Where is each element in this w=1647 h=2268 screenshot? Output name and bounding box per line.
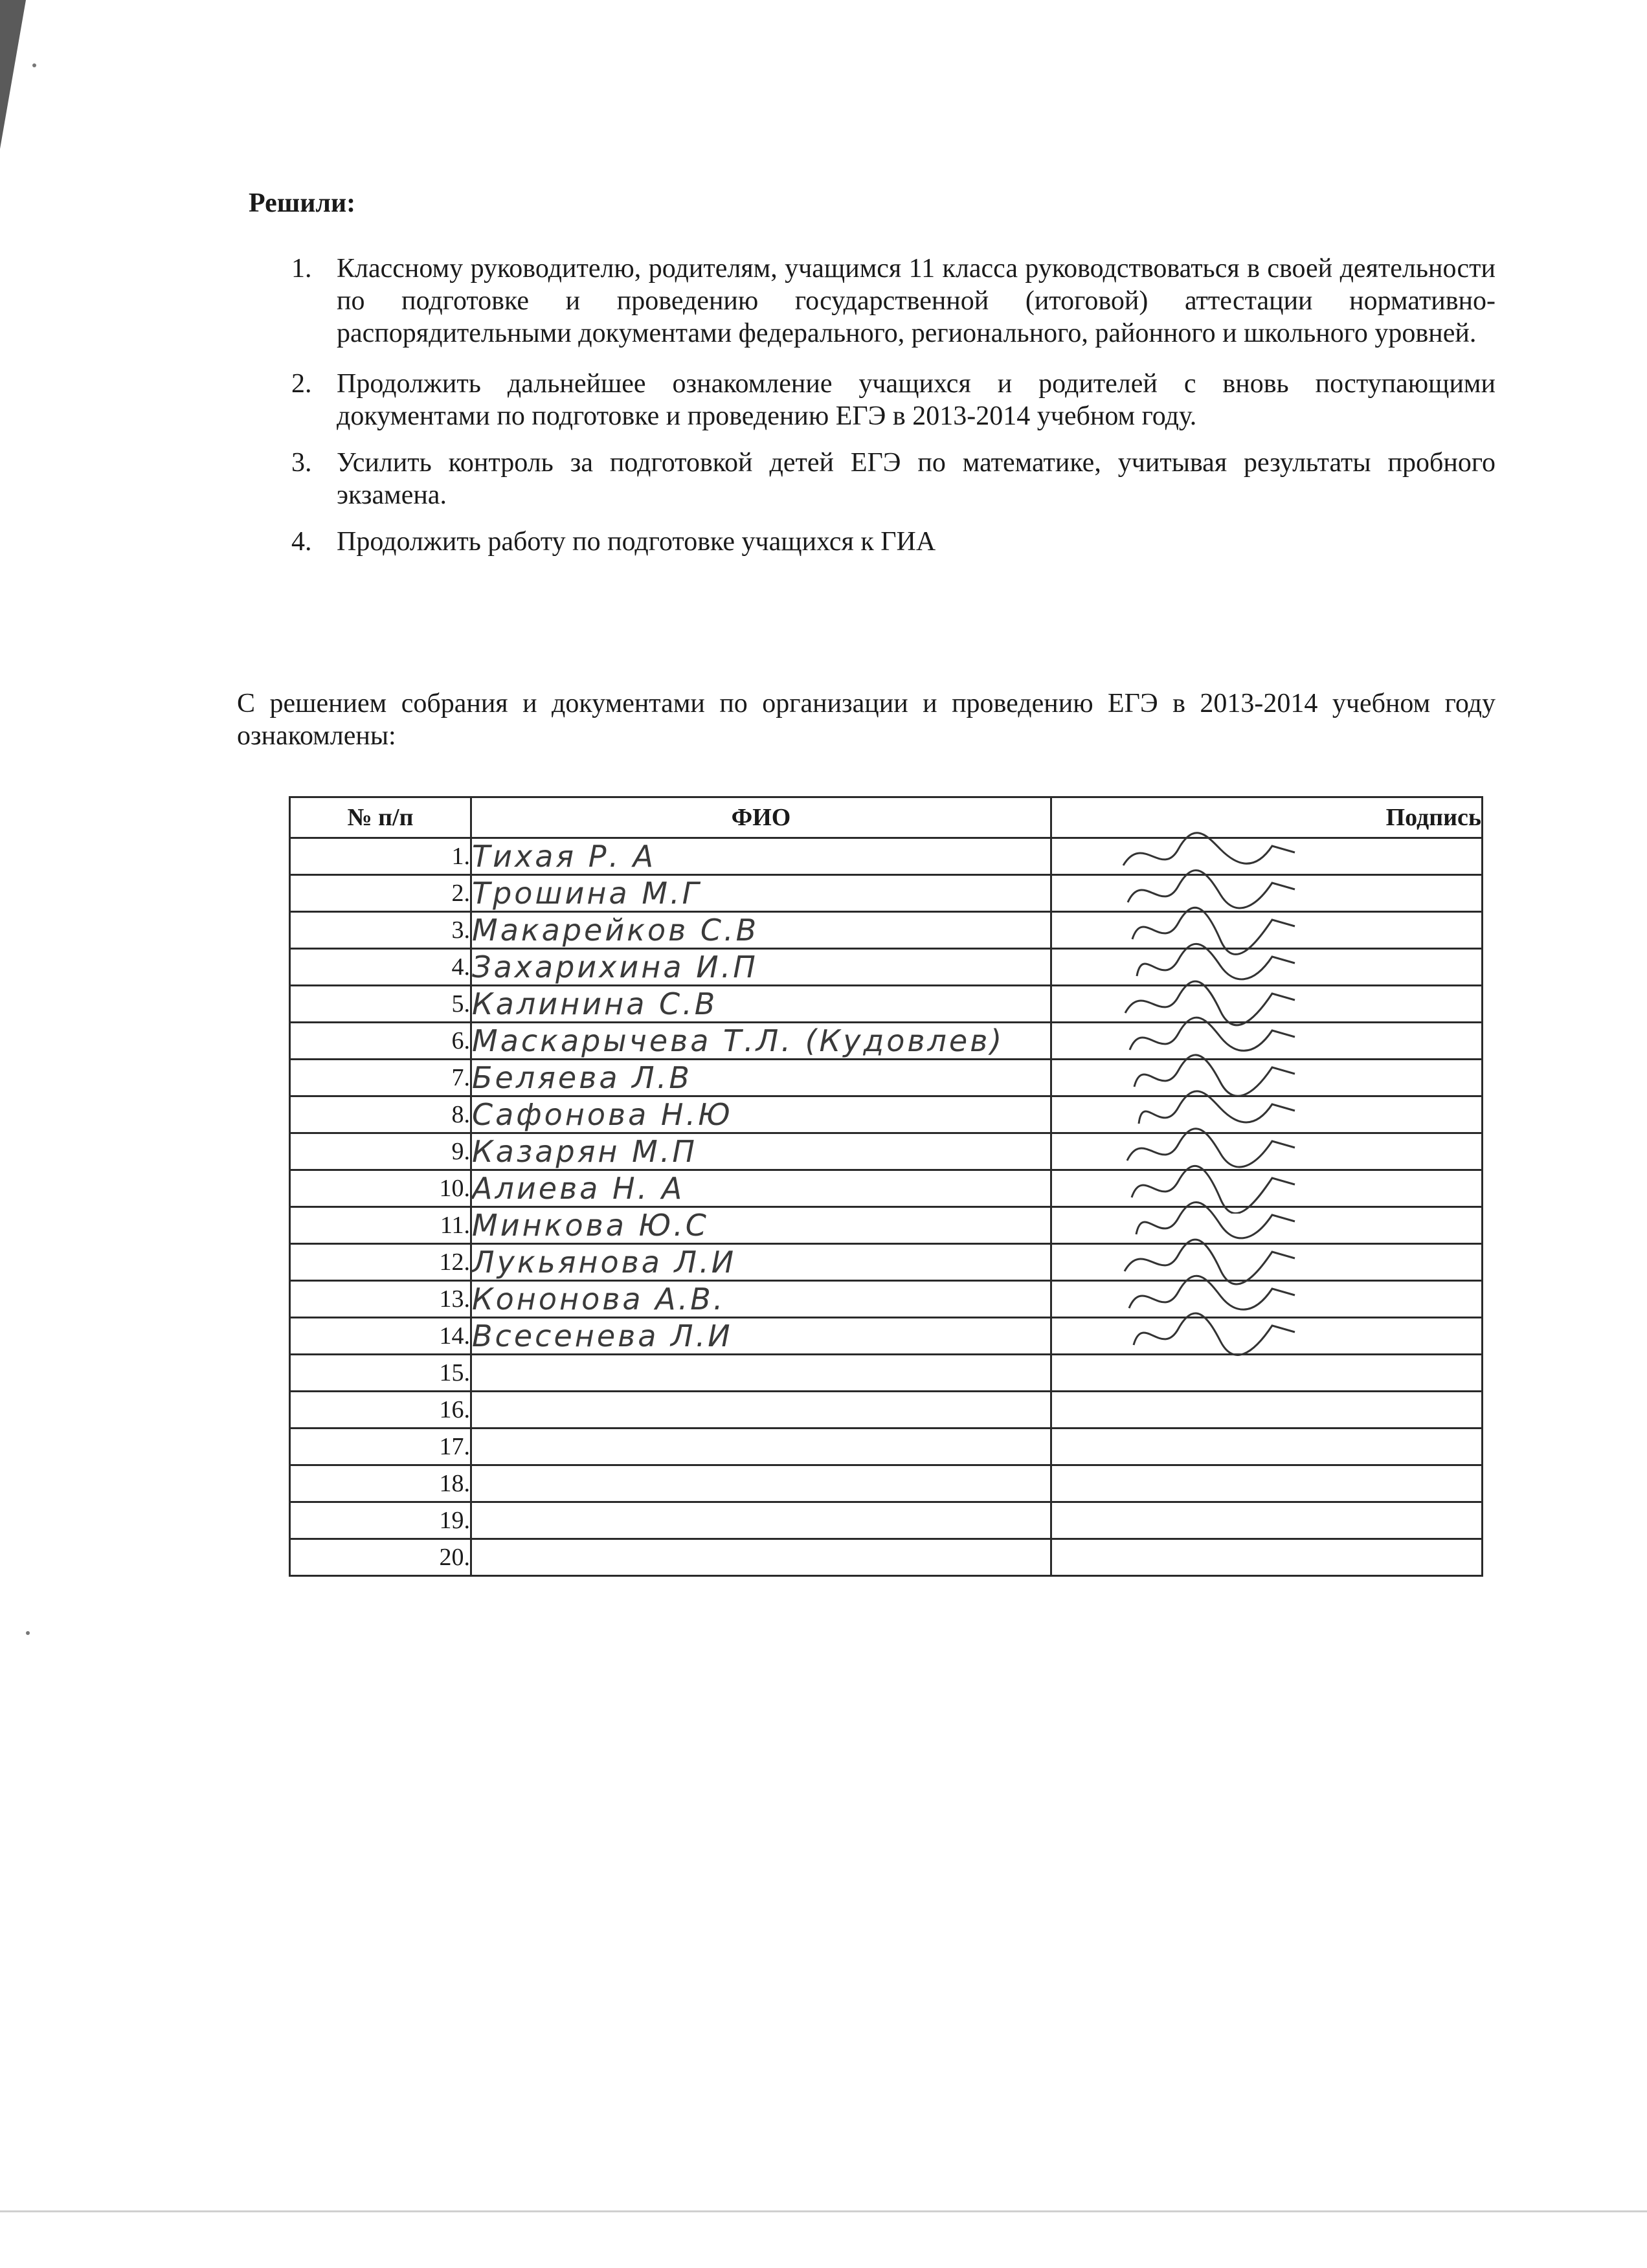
decision-text: Продолжить работу по подготовке учащихся к ГИА (337, 527, 936, 557)
row-fio-handwritten: Захарихина И.П (471, 949, 1051, 986)
row-number: 16. (290, 1392, 471, 1429)
row-number: 19. (290, 1502, 471, 1539)
table-row (290, 1133, 1483, 1170)
row-signature-cell (1051, 1392, 1483, 1429)
decision-number: 2. (291, 369, 312, 399)
decision-item (278, 252, 1496, 350)
acknowledgement-text: С решением собрания и документами по организации и проведению ЕГЭ в 2013-2014 учебном году ознакомлены: (237, 689, 1496, 751)
row-fio-handwritten: Лукьянова Л.И (471, 1244, 1051, 1281)
row-number: 14. (290, 1318, 471, 1355)
scan-bottom-edge (0, 2210, 1647, 2212)
table-row (290, 1502, 1483, 1539)
row-fio-handwritten (471, 1429, 1051, 1465)
row-number: 18. (290, 1465, 471, 1502)
table-header-row (290, 797, 1483, 838)
row-number: 15. (290, 1355, 471, 1392)
row-fio-handwritten: Маскарычева Т.Л. (Кудовлев) (471, 1023, 1051, 1060)
row-signature-cell (1051, 1465, 1483, 1502)
row-fio-handwritten: Макарейков С.В (471, 912, 1051, 949)
row-fio-handwritten: Калинина С.В (471, 986, 1051, 1023)
scan-shadow-corner (0, 0, 26, 149)
table-row (290, 1539, 1483, 1576)
row-number: 1. (290, 838, 471, 875)
decision-text: Классному руководителю, родителям, учащимся 11 класса руководствоваться в своей деятельности по подготовке и проведению государственной (итоговой) аттестации нормативно-распорядительными документами федерального, регионального, районного и школьного уровней. (337, 254, 1496, 348)
row-number: 4. (290, 949, 471, 986)
row-fio-handwritten (471, 1539, 1051, 1576)
row-signature-cell (1051, 1355, 1483, 1392)
row-fio-handwritten (471, 1392, 1051, 1429)
signature-table (289, 796, 1483, 1577)
row-number: 20. (290, 1539, 471, 1576)
row-number: 7. (290, 1060, 471, 1096)
scan-speck (26, 1631, 30, 1635)
table-row (290, 838, 1483, 875)
table-row (290, 1060, 1483, 1096)
row-fio-handwritten: Тихая Р. А (471, 838, 1051, 875)
row-signature-cell (1051, 1318, 1483, 1355)
row-number: 17. (290, 1429, 471, 1465)
row-fio-handwritten: Казарян М.П (471, 1133, 1051, 1170)
row-fio-handwritten: Минкова Ю.С (471, 1207, 1051, 1244)
row-fio-handwritten (471, 1502, 1051, 1539)
table-row (290, 986, 1483, 1023)
row-fio-handwritten (471, 1465, 1051, 1502)
row-number: 13. (290, 1281, 471, 1318)
row-number: 5. (290, 986, 471, 1023)
table-row (290, 1392, 1483, 1429)
row-fio-handwritten: Трошина М.Г (471, 875, 1051, 912)
row-fio-handwritten: Алиева Н. А (471, 1170, 1051, 1207)
decision-number: 3. (291, 448, 312, 478)
row-number: 9. (290, 1133, 471, 1170)
row-number: 12. (290, 1244, 471, 1281)
decisions-list (278, 252, 1496, 572)
row-number: 2. (290, 875, 471, 912)
scan-speck (32, 63, 36, 67)
row-number: 3. (290, 912, 471, 949)
decision-item (278, 368, 1496, 432)
table-row (290, 1170, 1483, 1207)
decision-text: Продолжить дальнейшее ознакомление учащихся и родителей с вновь поступающими документами по подготовке и проведению ЕГЭ в 2013-2014 учебном году. (337, 369, 1496, 431)
row-fio-handwritten: Кононова А.В. (471, 1281, 1051, 1318)
row-number: 10. (290, 1170, 471, 1207)
table-row (290, 949, 1483, 986)
table-row (290, 1096, 1483, 1133)
table-row (290, 1465, 1483, 1502)
decision-number: 1. (291, 254, 312, 284)
decisions-heading: Решили: (249, 188, 356, 218)
decision-text: Усилить контроль за подготовкой детей ЕГЭ по математике, учитывая результаты пробного экзамена. (337, 448, 1496, 510)
row-fio-handwritten: Беляева Л.В (471, 1060, 1051, 1096)
table-row (290, 912, 1483, 949)
table-row (290, 1281, 1483, 1318)
row-fio-handwritten (471, 1355, 1051, 1392)
column-header-number: № п/п (290, 797, 471, 838)
decision-number: 4. (291, 527, 312, 557)
table-row (290, 1023, 1483, 1060)
row-number: 11. (290, 1207, 471, 1244)
handwritten-signature (1117, 1309, 1298, 1361)
table-row (290, 1207, 1483, 1244)
row-signature-cell (1051, 1502, 1483, 1539)
row-number: 6. (290, 1023, 471, 1060)
row-signature-cell (1051, 1429, 1483, 1465)
row-fio-handwritten: Всесенева Л.И (471, 1318, 1051, 1355)
column-header-fio: ФИО (471, 797, 1051, 838)
table-row (290, 875, 1483, 912)
row-number: 8. (290, 1096, 471, 1133)
decision-item (278, 526, 1496, 558)
table-row (290, 1244, 1483, 1281)
row-fio-handwritten: Сафонова Н.Ю (471, 1096, 1051, 1133)
column-header-signature: Подпись (1051, 797, 1483, 838)
table-row (290, 1429, 1483, 1465)
decision-item (278, 447, 1496, 511)
table-row (290, 1355, 1483, 1392)
table-row (290, 1318, 1483, 1355)
row-signature-cell (1051, 1539, 1483, 1576)
